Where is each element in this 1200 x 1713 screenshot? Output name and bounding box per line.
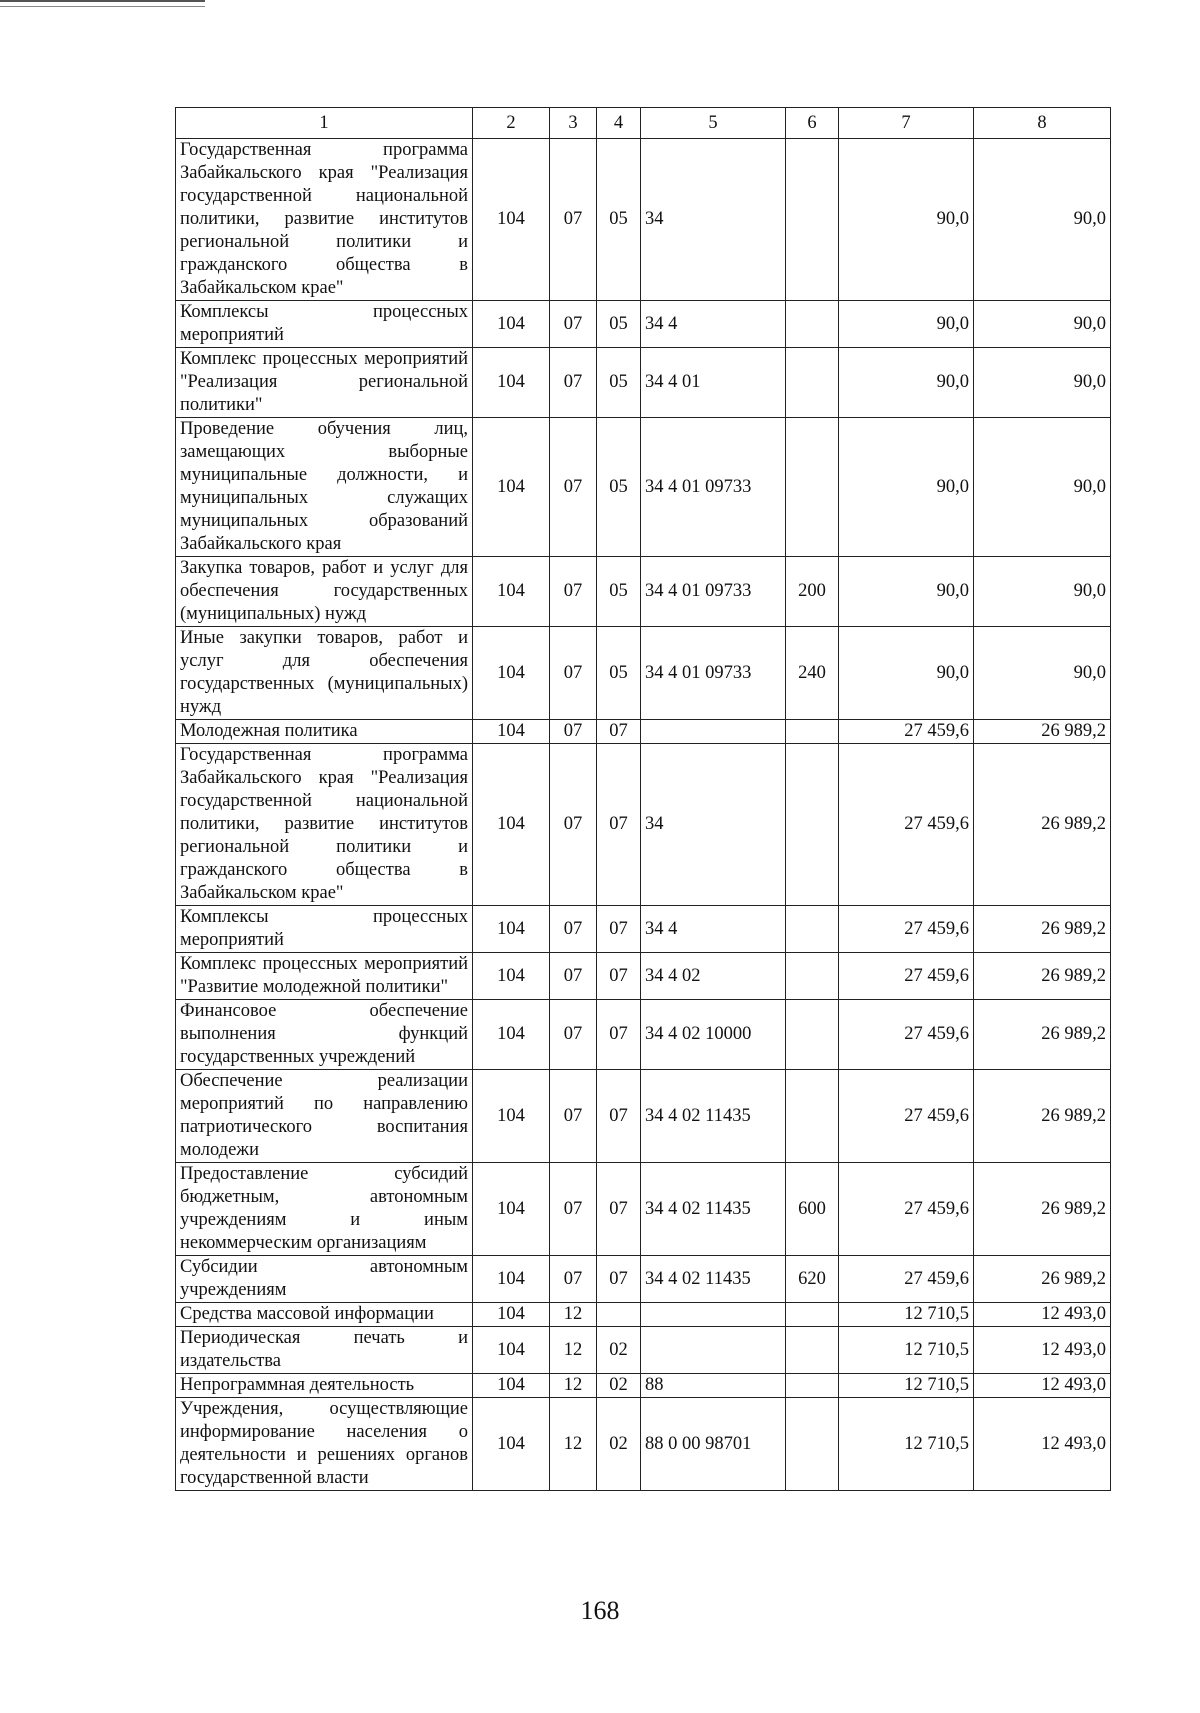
cell-amount-2: 26 989,2 [974,1163,1111,1256]
cell-expense-type [786,418,839,557]
cell-expense-type [786,1303,839,1327]
cell-target-article [641,1303,786,1327]
cell-ministry-code: 104 [473,906,550,953]
cell-section: 07 [550,418,597,557]
cell-amount-2: 12 493,0 [974,1374,1111,1398]
table-row [176,1070,1111,1163]
row-name: Закупка товаров, работ и услуг для обеспечения государственных (муниципальных) нужд [176,557,473,627]
row-name: Иные закупки товаров, работ и услуг для обеспечения государственных (муниципальных) нужд [176,627,473,720]
cell-expense-type [786,301,839,348]
table-row [176,1000,1111,1070]
cell-section: 07 [550,557,597,627]
table-row [176,139,1111,301]
row-name: Государственная программа Забайкальского края "Реализация государственной национальной политики, развитие институтов региональной политики и гражданского общества в Забайкальском крае" [176,139,473,301]
column-header: 5 [641,108,786,139]
row-name: Комплекс процессных мероприятий "Развитие молодежной политики" [176,953,473,1000]
column-header: 8 [974,108,1111,139]
row-name: Проведение обучения лиц, замещающих выборные муниципальные должности, и муниципальных служащих муниципальных образований Забайкальского края [176,418,473,557]
cell-target-article [641,1327,786,1374]
table-row [176,720,1111,744]
cell-amount-1: 12 710,5 [839,1303,974,1327]
page-number: 168 [580,1596,620,1625]
cell-amount-1: 27 459,6 [839,1000,974,1070]
cell-amount-2: 26 989,2 [974,906,1111,953]
cell-section: 07 [550,1000,597,1070]
cell-target-article: 88 0 00 98701 [641,1398,786,1491]
cell-amount-2: 26 989,2 [974,1000,1111,1070]
cell-target-article: 34 4 [641,301,786,348]
cell-target-article: 34 4 02 11435 [641,1256,786,1303]
table-row [176,1327,1111,1374]
cell-section: 07 [550,1163,597,1256]
cell-amount-2: 26 989,2 [974,1256,1111,1303]
cell-subsection: 05 [597,627,641,720]
cell-subsection: 07 [597,720,641,744]
row-name: Обеспечение реализации мероприятий по направлению патриотического воспитания молодежи [176,1070,473,1163]
cell-amount-1: 12 710,5 [839,1398,974,1491]
cell-expense-type [786,139,839,301]
cell-target-article: 34 [641,744,786,906]
cell-amount-1: 27 459,6 [839,906,974,953]
table-row [176,953,1111,1000]
cell-amount-1: 90,0 [839,557,974,627]
cell-subsection: 02 [597,1327,641,1374]
cell-subsection [597,1303,641,1327]
cell-target-article: 34 4 02 11435 [641,1070,786,1163]
cell-expense-type: 600 [786,1163,839,1256]
cell-ministry-code: 104 [473,1303,550,1327]
table-row [176,1303,1111,1327]
row-name: Средства массовой информации [176,1303,473,1327]
cell-subsection: 07 [597,906,641,953]
cell-section: 12 [550,1398,597,1491]
cell-amount-2: 12 493,0 [974,1327,1111,1374]
cell-target-article: 34 4 01 09733 [641,557,786,627]
cell-section: 12 [550,1374,597,1398]
cell-section: 07 [550,301,597,348]
cell-expense-type [786,953,839,1000]
cell-ministry-code: 104 [473,1000,550,1070]
cell-subsection: 07 [597,1256,641,1303]
cell-expense-type [786,348,839,418]
row-name: Молодежная политика [176,720,473,744]
cell-target-article: 34 [641,139,786,301]
cell-amount-2: 26 989,2 [974,720,1111,744]
cell-amount-2: 90,0 [974,418,1111,557]
cell-amount-2: 26 989,2 [974,953,1111,1000]
cell-ministry-code: 104 [473,1374,550,1398]
cell-target-article: 34 4 02 [641,953,786,1000]
cell-expense-type [786,1327,839,1374]
cell-expense-type: 620 [786,1256,839,1303]
column-header: 4 [597,108,641,139]
cell-section: 07 [550,348,597,418]
cell-ministry-code: 104 [473,1163,550,1256]
cell-amount-2: 90,0 [974,627,1111,720]
budget-table [175,107,1111,1491]
cell-amount-1: 90,0 [839,348,974,418]
cell-ministry-code: 104 [473,744,550,906]
cell-section: 07 [550,139,597,301]
cell-subsection: 05 [597,418,641,557]
column-header: 1 [176,108,473,139]
cell-ministry-code: 104 [473,557,550,627]
cell-amount-2: 26 989,2 [974,1070,1111,1163]
cell-subsection: 05 [597,557,641,627]
cell-subsection: 02 [597,1398,641,1491]
cell-target-article: 34 4 [641,906,786,953]
cell-subsection: 05 [597,348,641,418]
cell-target-article: 34 4 02 10000 [641,1000,786,1070]
cell-amount-2: 12 493,0 [974,1303,1111,1327]
cell-section: 07 [550,1070,597,1163]
table-row [176,557,1111,627]
cell-ministry-code: 104 [473,139,550,301]
cell-ministry-code: 104 [473,418,550,557]
table-row [176,1163,1111,1256]
cell-expense-type [786,1374,839,1398]
column-header: 3 [550,108,597,139]
cell-ministry-code: 104 [473,1256,550,1303]
cell-amount-1: 27 459,6 [839,720,974,744]
cell-subsection: 02 [597,1374,641,1398]
cell-subsection: 07 [597,1163,641,1256]
cell-expense-type [786,744,839,906]
cell-ministry-code: 104 [473,953,550,1000]
cell-expense-type: 200 [786,557,839,627]
cell-ministry-code: 104 [473,1070,550,1163]
cell-section: 07 [550,1256,597,1303]
table-row [176,348,1111,418]
cell-amount-1: 27 459,6 [839,1070,974,1163]
row-name: Комплексы процессных мероприятий [176,906,473,953]
cell-section: 12 [550,1327,597,1374]
cell-section: 07 [550,953,597,1000]
cell-amount-1: 90,0 [839,418,974,557]
cell-amount-1: 12 710,5 [839,1327,974,1374]
cell-section: 07 [550,720,597,744]
cell-subsection: 05 [597,139,641,301]
table-row [176,301,1111,348]
cell-expense-type [786,720,839,744]
cell-ministry-code: 104 [473,1327,550,1374]
cell-ministry-code: 104 [473,627,550,720]
row-name: Непрограммная деятельность [176,1374,473,1398]
row-name: Финансовое обеспечение выполнения функций государственных учреждений [176,1000,473,1070]
column-header: 7 [839,108,974,139]
cell-subsection: 07 [597,953,641,1000]
cell-subsection: 07 [597,1000,641,1070]
cell-amount-2: 90,0 [974,139,1111,301]
cell-amount-1: 27 459,6 [839,1256,974,1303]
row-name: Комплексы процессных мероприятий [176,301,473,348]
cell-target-article: 34 4 02 11435 [641,1163,786,1256]
cell-expense-type [786,906,839,953]
table-row [176,744,1111,906]
cell-amount-2: 90,0 [974,348,1111,418]
cell-ministry-code: 104 [473,301,550,348]
cell-expense-type: 240 [786,627,839,720]
cell-amount-1: 27 459,6 [839,1163,974,1256]
cell-amount-1: 90,0 [839,139,974,301]
top-rule [0,0,205,2]
cell-section: 12 [550,1303,597,1327]
cell-amount-2: 26 989,2 [974,744,1111,906]
table-row [176,627,1111,720]
cell-subsection: 05 [597,301,641,348]
table-header-row [176,108,1111,139]
row-name: Предоставление субсидий бюджетным, автономным учреждениям и иным некоммерческим организациям [176,1163,473,1256]
cell-subsection: 07 [597,1070,641,1163]
cell-amount-1: 12 710,5 [839,1374,974,1398]
cell-expense-type [786,1070,839,1163]
cell-expense-type [786,1000,839,1070]
table-row [176,1398,1111,1491]
cell-target-article: 34 4 01 09733 [641,627,786,720]
cell-target-article: 34 4 01 09733 [641,418,786,557]
top-rule-thin [0,6,205,7]
cell-target-article: 88 [641,1374,786,1398]
cell-subsection: 07 [597,744,641,906]
cell-amount-2: 90,0 [974,301,1111,348]
cell-amount-1: 27 459,6 [839,953,974,1000]
cell-section: 07 [550,627,597,720]
cell-amount-1: 90,0 [839,301,974,348]
row-name: Субсидии автономным учреждениям [176,1256,473,1303]
table-row [176,906,1111,953]
cell-ministry-code: 104 [473,1398,550,1491]
row-name: Государственная программа Забайкальского края "Реализация государственной национальной политики, развитие институтов региональной политики и гражданского общества в Забайкальском крае" [176,744,473,906]
cell-ministry-code: 104 [473,720,550,744]
cell-target-article: 34 4 01 [641,348,786,418]
cell-target-article [641,720,786,744]
column-header: 2 [473,108,550,139]
cell-section: 07 [550,906,597,953]
cell-section: 07 [550,744,597,906]
cell-amount-2: 12 493,0 [974,1398,1111,1491]
table-row [176,418,1111,557]
cell-amount-2: 90,0 [974,557,1111,627]
cell-ministry-code: 104 [473,348,550,418]
row-name: Учреждения, осуществляющие информирование населения о деятельности и решениях органов государственной власти [176,1398,473,1491]
cell-expense-type [786,1398,839,1491]
cell-amount-1: 27 459,6 [839,744,974,906]
table-body [176,139,1111,1491]
column-header: 6 [786,108,839,139]
row-name: Периодическая печать и издательства [176,1327,473,1374]
table-row [176,1256,1111,1303]
cell-amount-1: 90,0 [839,627,974,720]
table-row [176,1374,1111,1398]
row-name: Комплекс процессных мероприятий "Реализация региональной политики" [176,348,473,418]
